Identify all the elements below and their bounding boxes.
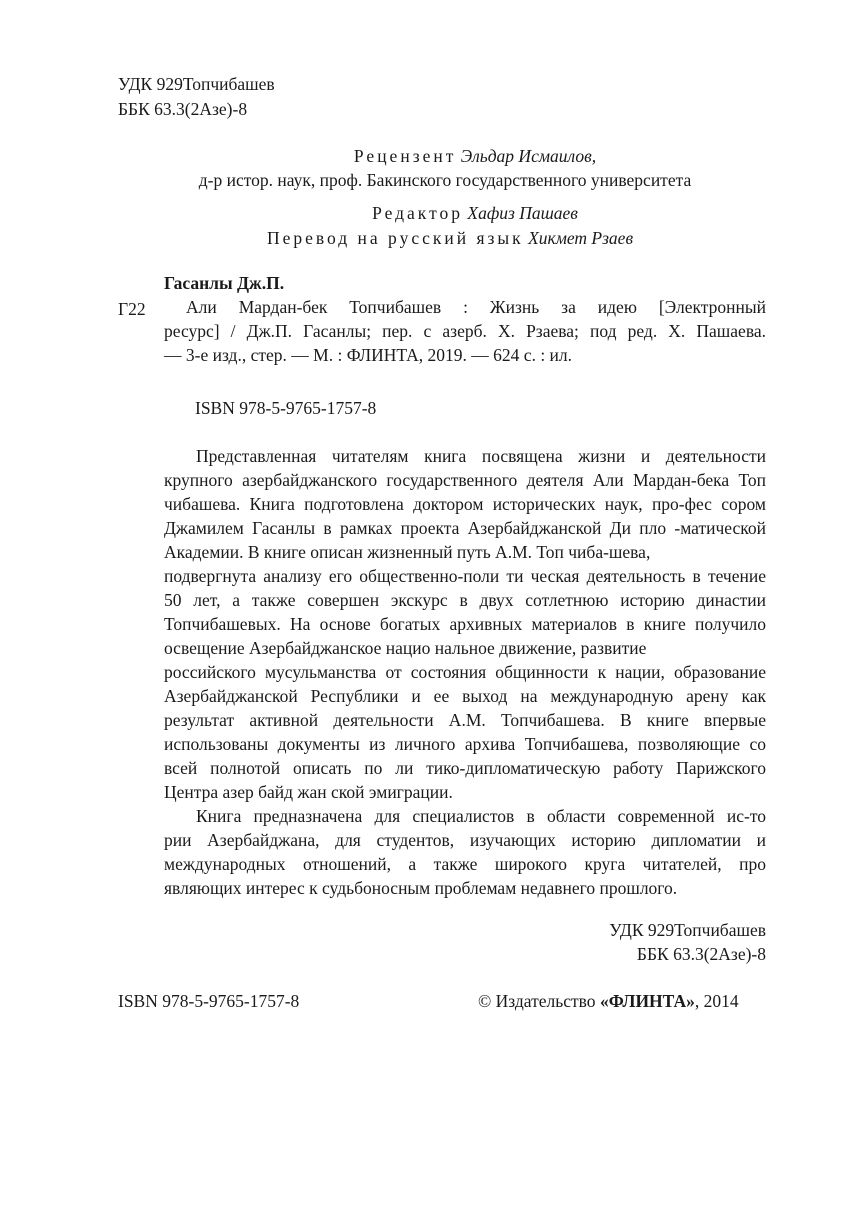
editor-name: Хафиз Пашаев [467,203,578,223]
translator-name: Хикмет Рзаев [528,228,634,248]
copyright-publisher: «ФЛИНТА» [599,991,695,1011]
annotation-paragraph-1 [164,444,766,804]
annotation-line: Джамилем Гасанлы в рамках проекта Азербайджанской Ди пло -матической [164,518,766,538]
annotation-line: Книга предназначена для специалистов в области современной ис-то [196,806,766,826]
udk-bottom: УДК 929Топчибашев [609,920,766,940]
annotation-line: чибашева. Книга подготовлена доктором исторических наук, про-фес сором [164,494,766,514]
annotation-line: рии Азербайджана, для студентов, изучающих историю дипломатии и [164,830,766,850]
annotation-line: крупного азербайджанского государственного деятеля Али Мардан-бека Топ [164,470,766,490]
annotation-line: 50 лет, а также совершен экскурс в двух сотлетнюю историю династии [164,590,766,610]
reviewer-line [160,144,790,168]
reviewer-name: Эльдар Исмаилов, [460,146,597,166]
annotation-line: Академии. В книге описан жизненный путь А.М. Топ чиба-шева, [164,542,651,562]
editor-line [160,201,790,225]
translation-line [135,226,765,250]
record-line: — 3-е изд., стер. — М. : ФЛИНТА, 2019. — 624 с. : ил. [164,345,573,365]
annotation-line: всей полнотой описать по ли тико-дипломатическую работу Парижского [164,758,766,778]
copyright-prefix: © Издательство [478,991,600,1011]
annotation-line: подвергнута анализу его общественно-поли ти ческая деятельность в течение [164,566,766,586]
annotation-line: являющих интерес к судьбоносным проблемам недавнего прошлого. [164,878,678,898]
copyright-line [478,989,739,1013]
record-line: ресурс] / Дж.П. Гасанлы; пер. с азерб. Х. Рзаева; под ред. Х. Пашаева. [164,321,766,341]
annotation-line: Центра азер байд жан ской эмиграции. [164,782,453,802]
reviewer-label: Рецензент [353,146,457,166]
annotation-line: международных отношений, а также широкого круга читателей, про [164,854,766,874]
annotation-paragraph-2 [164,804,766,900]
editor-label: Редактор [372,203,463,223]
bbk-bottom: ББК 63.3(2Азе)-8 [636,944,766,964]
udk-top: УДК 929Топчибашев [118,74,275,94]
translation-label: Перевод на русский язык [266,228,524,248]
author-heading: Гасанлы Дж.П. [164,273,285,293]
annotation-line: Топчибашевых. На основе богатых архивных материалов в книге получило [164,614,766,634]
bbk-top: ББК 63.3(2Азе)-8 [118,99,248,119]
catalog-record [164,295,766,367]
reviewer-title: д-р истор. наук, проф. Бакинского государственного университета [198,170,692,190]
annotation-line: российского мусульманства от состояния общинности к нации, образование [164,662,766,682]
annotation-line: Представленная читателям книга посвящена жизни и деятельности [196,446,766,466]
copyright-year: , 2014 [694,991,739,1011]
record-line: Али Мардан-бек Топчибашев : Жизнь за идею [Электронный [186,297,766,317]
footer-isbn: ISBN 978-5-9765-1757-8 [118,991,300,1011]
annotation-line: освещение Азербайджанское нацио нальное движение, развитие [164,638,647,658]
catalog-code: Г22 [118,299,146,319]
catalog-isbn: ISBN 978-5-9765-1757-8 [195,398,377,418]
annotation-line: Азербайджанской Республики и ее выход на международную арену как [164,686,766,706]
annotation-line: результат активной деятельности А.М. Топчибашева. В книге впервые [164,710,766,730]
annotation-line: использованы документы из личного архива Топчибашева, позволяющие со [164,734,766,754]
